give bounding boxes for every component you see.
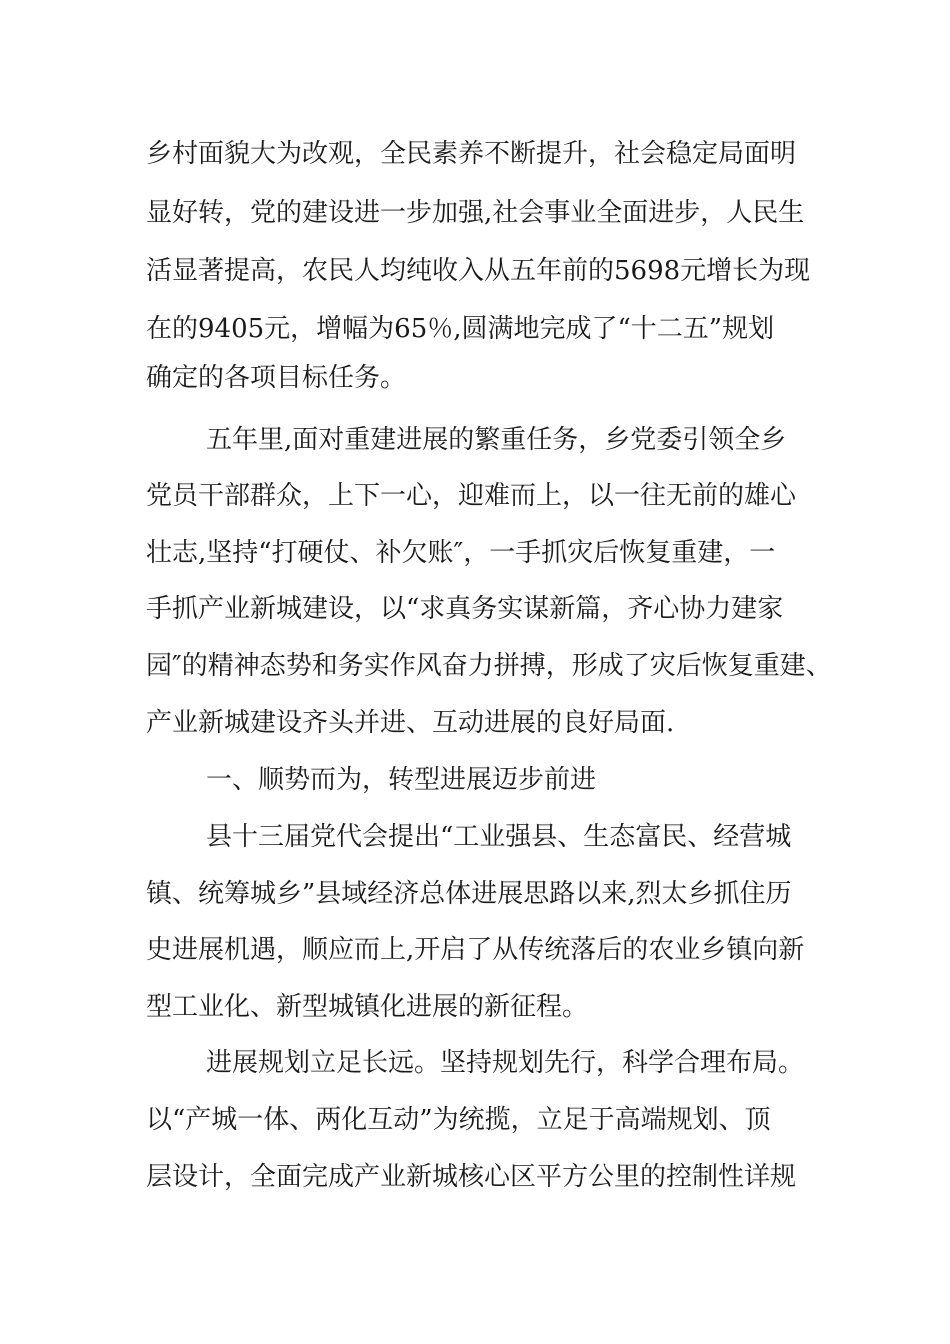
paragraph-line-14: 镇、统筹城乡”县域经济总体进展思路以来,烈太乡抓住历 [146, 879, 792, 909]
paragraph-line-5: 确定的各项目标任务。 [146, 363, 407, 393]
paragraph-line-7: 党员干部群众，上下一心，迎难而上，以一往无前的雄心 [146, 481, 797, 511]
paragraph-line-10: 园″的精神态势和务实作风奋力拼搏，形成了灾后恢复重建、 [146, 651, 832, 681]
paragraph-line-9: 手抓产业新城建设，以“求真务实谋新篇，齐心协力建家 [146, 594, 784, 624]
paragraph-line-4: 在的9405元，增幅为65％,圆满地完成了“十二五”规划 [146, 314, 775, 344]
paragraph-line-2: 显好转，党的建设进一步加强,社会事业全面进步，人民生 [146, 198, 805, 228]
paragraph-line-6: 五年里,面对重建进展的繁重任务，乡党委引领全乡 [206, 425, 787, 455]
section-heading: 一、顺势而为，转型进展迈步前进 [206, 765, 597, 795]
paragraph-line-19: 层设计，全面完成产业新城核心区平方公里的控制性详规 [146, 1162, 797, 1192]
paragraph-line-11: 产业新城建设齐头并进、互动进展的良好局面. [146, 708, 675, 738]
paragraph-line-18: 以“产城一体、两化互动”为统揽，立足于高端规划、顶 [146, 1105, 771, 1135]
paragraph-line-1: 乡村面貌大为改观，全民素养不断提升，社会稳定局面明 [146, 139, 797, 169]
paragraph-line-16: 型工业化、新型城镇化进展的新征程。 [146, 992, 589, 1022]
paragraph-line-17: 进展规划立足长远。坚持规划先行，科学合理布局。 [206, 1048, 805, 1078]
paragraph-line-15: 史进展机遇，顺应而上,开启了从传统落后的农业乡镇向新 [146, 935, 805, 965]
paragraph-line-3: 活显著提高，农民人均纯收入从五年前的5698元增长为现 [146, 256, 811, 286]
paragraph-line-8: 壮志,坚持“打硬仗、补欠账″，一手抓灾后恢复重建，一 [146, 538, 776, 568]
paragraph-line-13: 县十三届党代会提出“工业强县、生态富民、经营城 [206, 822, 792, 852]
